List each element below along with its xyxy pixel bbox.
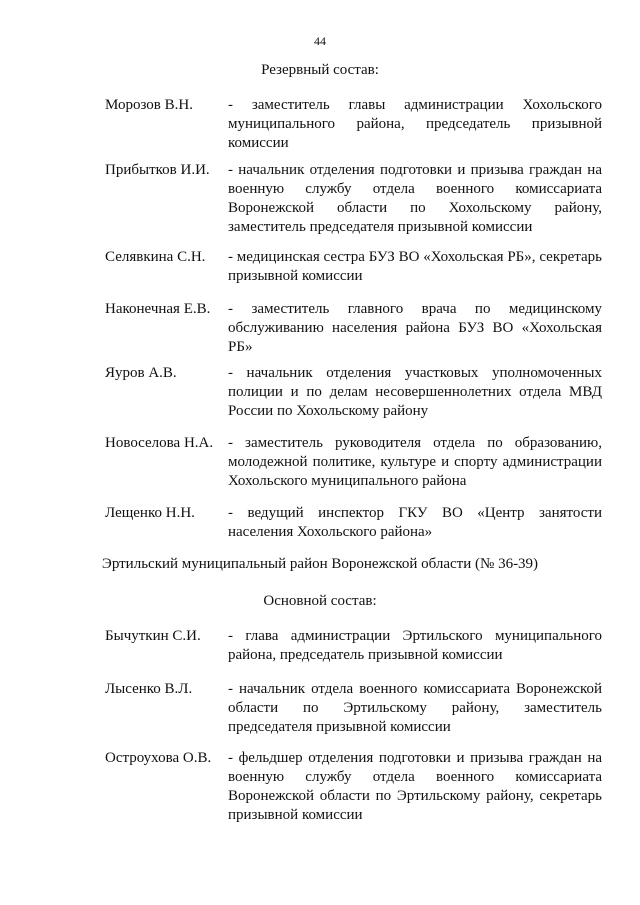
member-role: - глава администрации Эртильского муниципального района, председатель призывной комиссии — [228, 628, 602, 663]
member-role: - медицинская сестра БУЗ ВО «Хохольская РБ», секретарь призывной комиссии — [228, 249, 602, 284]
member-role: - начальник отделения участковых уполномоченных полиции и по делам несовершеннолетних отдела МВД России по Хохольскому району — [228, 365, 602, 419]
member-name: Лысенко В.Л. — [105, 681, 193, 697]
member-role: - начальник отдела военного комиссариата Воронежской области по Эртильскому району, заместитель председателя призывной комиссии — [228, 681, 602, 735]
member-name: Прибытков И.И. — [105, 162, 210, 178]
member-name: Остроухова О.В. — [105, 750, 212, 766]
main-composition-heading: Основной состав: — [263, 593, 377, 609]
member-name: Наконечная Е.В. — [105, 301, 211, 317]
page-number: 44 — [314, 34, 326, 48]
member-role: - заместитель руководителя отдела по образованию, молодежной политике, культуре и спорту администрации Хохольского муниципального района — [228, 435, 602, 489]
member-role: - заместитель главы администрации Хохольского муниципального района, председатель призывной комиссии — [228, 97, 602, 151]
member-role: - фельдшер отделения подготовки и призыва граждан на военную службу отдела военного комиссариата Воронежской области по Эртильскому району, секретарь призывной комиссии — [228, 750, 602, 823]
member-role: - ведущий инспектор ГКУ ВО «Центр занятости населения Хохольского района» — [228, 505, 602, 540]
member-name: Лещенко Н.Н. — [105, 505, 195, 521]
member-name: Селявкина С.Н. — [105, 249, 206, 265]
reserve-composition-heading: Резервный состав: — [261, 62, 379, 78]
member-name: Бычуткин С.И. — [105, 628, 201, 644]
district-heading: Эртильский муниципальный район Воронежской области (№ 36-39) — [101, 556, 539, 572]
member-name: Морозов В.Н. — [105, 97, 193, 113]
member-role: - заместитель главного врача по медицинскому обслуживанию населения района БУЗ ВО «Хохольская РБ» — [228, 301, 602, 355]
member-name: Яуров А.В. — [105, 365, 177, 381]
member-name: Новоселова Н.А. — [105, 435, 214, 451]
member-role: - начальник отделения подготовки и призыва граждан на военную службу отдела военного комиссариата Воронежской области по Хохольскому району, заместитель председателя призывной комиссии — [228, 162, 602, 235]
